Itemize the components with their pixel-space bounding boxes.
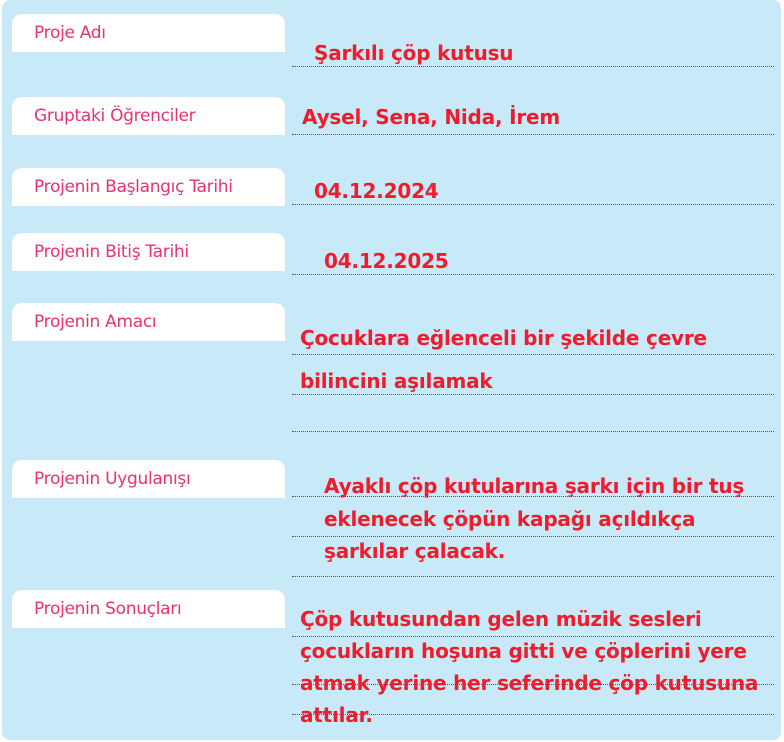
value-end-date: 04.12.2025 [324,249,449,273]
answer-line [292,536,774,537]
project-form-panel [2,0,781,740]
answer-line [292,134,774,135]
label-project-name: Proje Adı [12,14,285,52]
answer-line [292,354,774,355]
value-project-name: Şarkılı çöp kutusu [314,41,514,65]
value-start-date: 04.12.2024 [314,179,439,203]
value-purpose-line-1: Çocuklara eğlenceli bir şekilde çevre [300,326,707,350]
value-implementation-line-1: Ayaklı çöp kutularına şarkı için bir tuş [324,474,745,498]
label-start-date: Projenin Başlangıç Tarihi [12,168,285,206]
value-students: Aysel, Sena, Nida, İrem [302,105,561,129]
value-implementation-line-3: şarkılar çalacak. [324,539,506,563]
value-results-line-2: çocukların hoşuna gitti ve çöplerini yere [300,639,747,663]
answer-line [292,394,774,395]
answer-line [292,274,774,275]
label-purpose: Projenin Amacı [12,303,285,341]
label-end-date: Projenin Bitiş Tarihi [12,233,285,271]
value-implementation-line-2: eklenecek çöpün kapağı açıldıkça [324,507,696,531]
answer-line [292,204,774,205]
answer-line [292,714,774,715]
value-results-line-3: atmak yerine her seferinde çöp kutusuna [300,671,759,695]
label-implementation: Projenin Uygulanışı [12,460,285,498]
value-results-line-1: Çöp kutusundan gelen müzik sesleri [300,607,702,631]
answer-line [292,66,774,67]
answer-line [292,636,774,637]
answer-line [292,576,774,577]
value-purpose-line-2: bilincini aşılamak [300,369,493,393]
answer-line [292,496,774,497]
answer-line [292,431,774,432]
label-results: Projenin Sonuçları [12,590,285,628]
label-students: Gruptaki Öğrenciler [12,97,285,135]
value-results-line-4: attılar. [300,703,373,727]
